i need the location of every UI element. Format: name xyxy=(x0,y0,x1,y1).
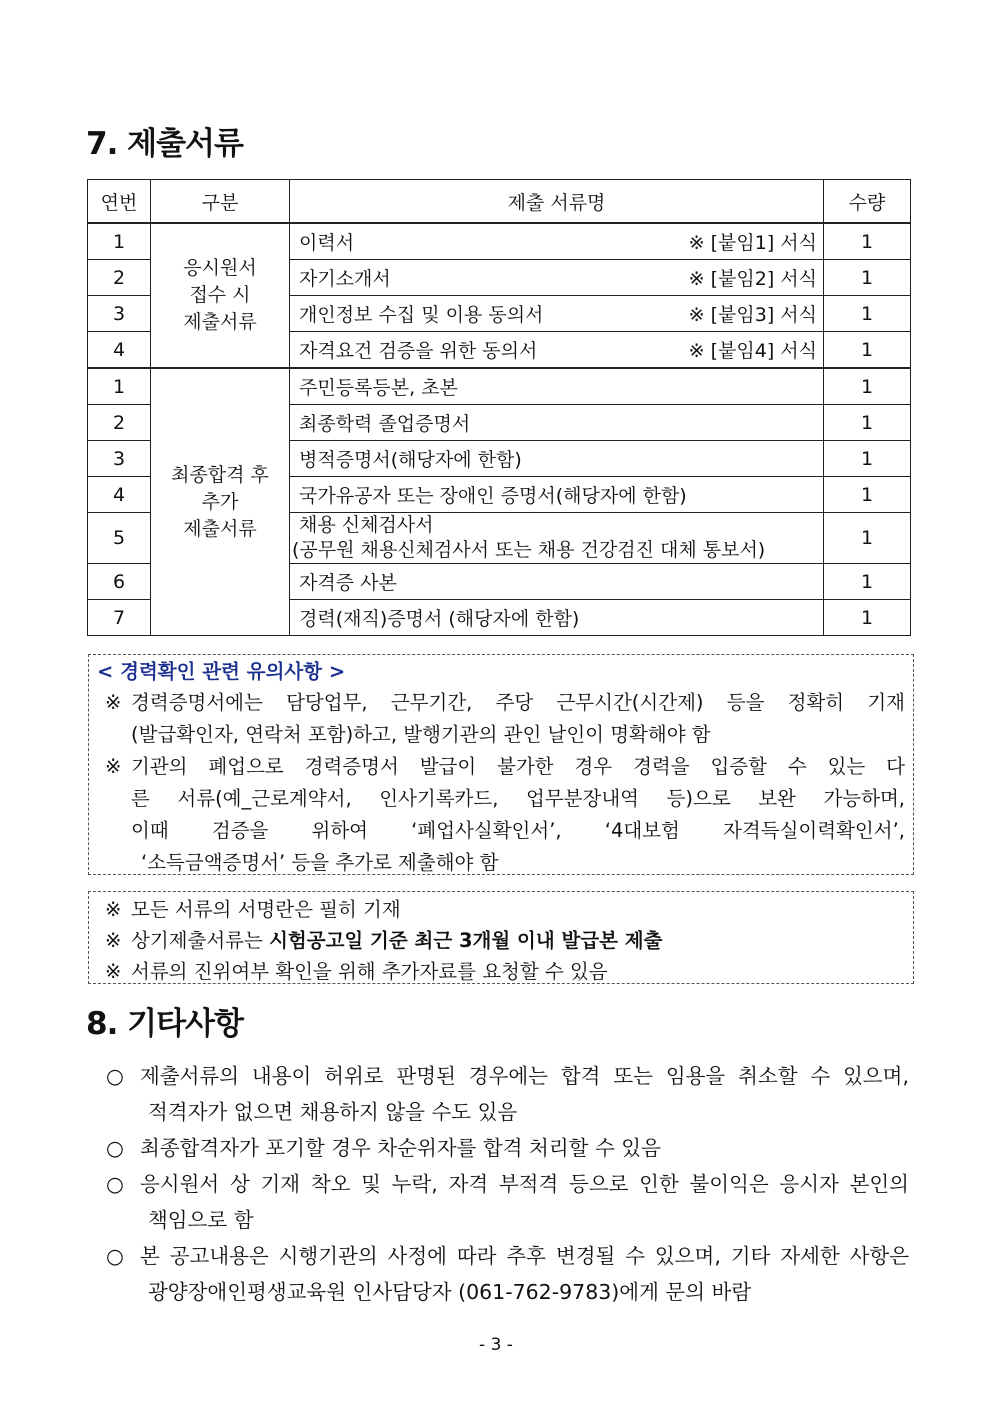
item-text: 광양장애인평생교육원 인사담당자 (061-762-9783)에게 문의 바람 xyxy=(148,1280,752,1304)
notice-line xyxy=(97,751,905,783)
doc-note: ※ [붙임3] 서식 xyxy=(688,304,817,326)
row-no: 1 xyxy=(88,223,151,260)
item-text: 제출서류의 내용이 허위로 판명된 경우에는 합격 또는 임용을 취소할 수 있으며, xyxy=(140,1064,909,1088)
doc-note: ※ [붙임2] 서식 xyxy=(688,268,817,290)
misc-items-list xyxy=(106,1058,909,1310)
doc-note: ※ [붙임1] 서식 xyxy=(688,232,817,254)
list-item xyxy=(106,1166,909,1238)
notice-line xyxy=(97,894,905,925)
row-no: 3 xyxy=(88,296,151,332)
row-qty: 1 xyxy=(824,223,911,260)
row-qty: 1 xyxy=(824,405,911,441)
doc-name-cell xyxy=(290,296,824,332)
notice-line xyxy=(97,687,905,719)
row-qty: 1 xyxy=(824,513,911,564)
header-qty: 수량 xyxy=(824,180,911,224)
page-number: - 3 - xyxy=(479,1335,513,1355)
notice-emphasis: 시험공고일 기준 최근 3개월 이내 발급본 제출 xyxy=(269,929,663,952)
doc-name-cell xyxy=(290,223,824,260)
doc-name: 채용 신체검사서 xyxy=(299,514,434,536)
row-qty: 1 xyxy=(824,477,911,513)
circle-bullet-icon: ○ xyxy=(106,1244,124,1268)
row-qty: 1 xyxy=(824,332,911,369)
reference-mark: ※ xyxy=(105,929,122,952)
documents-table xyxy=(87,179,911,636)
notice-line xyxy=(97,719,905,751)
notice-line xyxy=(97,925,905,956)
notice-text: 모든 서류의 서명란은 필히 기재 xyxy=(131,898,401,921)
notice-text: 상기제출서류는 xyxy=(131,929,270,952)
doc-name: 국가유공자 또는 장애인 증명서(해당자에 한함) xyxy=(290,477,824,513)
doc-name-cell xyxy=(290,332,824,369)
group-label-line: 접수 시 xyxy=(189,284,251,306)
doc-name: 이력서 xyxy=(299,232,355,254)
item-text: 적격자가 없으면 채용하지 않을 수도 있음 xyxy=(148,1100,518,1124)
doc-name-cell xyxy=(290,260,824,296)
header-category: 구분 xyxy=(151,180,290,224)
reference-mark: ※ xyxy=(105,755,122,778)
doc-name: 경력(재직)증명서 (해당자에 한함) xyxy=(290,600,824,636)
item-text: 본 공고내용은 시행기관의 사정에 따라 추후 변경될 수 있으며, 기타 자세한 사항은 xyxy=(140,1244,909,1268)
doc-name: 개인정보 수집 및 이용 동의서 xyxy=(299,304,544,326)
doc-name: 자격증 사본 xyxy=(290,564,824,600)
career-notice-box xyxy=(88,654,914,875)
row-no: 5 xyxy=(88,513,151,564)
row-qty: 1 xyxy=(824,600,911,636)
document-notice-box xyxy=(88,891,914,984)
row-no: 6 xyxy=(88,564,151,600)
notice-text: (발급확인자, 연락처 포함)하고, 발행기관의 관인 날인이 명확해야 함 xyxy=(131,723,711,746)
notice-text: 경력증명서에는 담당업무, 근무기간, 주당 근무시간(시간제) 등을 정확히 기재 xyxy=(131,691,905,714)
notice-line xyxy=(97,847,905,879)
row-no: 3 xyxy=(88,441,151,477)
reference-mark: ※ xyxy=(105,960,122,983)
group-label-line: 제출서류 xyxy=(183,517,257,540)
row-no: 2 xyxy=(88,260,151,296)
circle-bullet-icon: ○ xyxy=(106,1172,124,1196)
item-text: 응시원서 상 기재 착오 및 누락, 자격 부적격 등으로 인한 불이익은 응시자 본인의 xyxy=(140,1172,909,1196)
row-qty: 1 xyxy=(824,260,911,296)
group-label-line: 최종합격 후 xyxy=(171,463,269,486)
table-header-row xyxy=(88,180,911,224)
item-text: 책임으로 함 xyxy=(148,1208,254,1232)
row-qty: 1 xyxy=(824,441,911,477)
group-label-application xyxy=(151,223,290,368)
list-item xyxy=(106,1058,909,1130)
table-row xyxy=(88,223,911,260)
notice-line xyxy=(97,815,905,847)
row-no: 7 xyxy=(88,600,151,636)
notice-text: ‘소득금액증명서’ 등을 추가로 제출해야 함 xyxy=(141,851,499,874)
group-label-line: 추가 xyxy=(201,490,239,513)
row-qty: 1 xyxy=(824,368,911,405)
doc-name-detail: (공무원 채용신체검사서 또는 채용 건강검진 대체 통보서) xyxy=(292,539,766,561)
doc-name: 자기소개서 xyxy=(299,268,391,290)
header-no: 연번 xyxy=(88,180,151,224)
list-item xyxy=(106,1238,909,1310)
doc-name: 최종학력 졸업증명서 xyxy=(290,405,824,441)
reference-mark: ※ xyxy=(105,691,122,714)
group-label-line: 제출서류 xyxy=(183,311,257,333)
notice-text: 서류의 진위여부 확인을 위해 추가자료를 요청할 수 있음 xyxy=(131,960,608,983)
section-7-title: 7. 제출서류 xyxy=(86,126,243,162)
section-8-title: 8. 기타사항 xyxy=(86,1006,243,1042)
notice-text: 이때 검증을 위하여 ‘폐업사실확인서’, ‘4대보험 자격득실이력확인서’, xyxy=(131,819,905,842)
notice-text: 른 서류(예_근로계약서, 인사기록카드, 업무분장내역 등)으로 보완 가능하며, xyxy=(131,787,905,810)
notice-line xyxy=(97,783,905,815)
notice-text: 기관의 폐업으로 경력증명서 발급이 불가한 경우 경력을 입증할 수 있는 다 xyxy=(131,755,905,778)
row-no: 1 xyxy=(88,368,151,405)
doc-name: 자격요건 검증을 위한 동의서 xyxy=(299,340,538,362)
doc-name: 주민등록등본, 초본 xyxy=(290,368,824,405)
row-qty: 1 xyxy=(824,296,911,332)
header-doc-name: 제출 서류명 xyxy=(290,180,824,224)
doc-name: 병적증명서(해당자에 한함) xyxy=(290,441,824,477)
doc-note: ※ [붙임4] 서식 xyxy=(688,340,817,362)
career-notice-title: < 경력확인 관련 유의사항 > xyxy=(97,660,346,683)
group-label-line: 응시원서 xyxy=(183,257,257,279)
list-item xyxy=(106,1130,909,1166)
circle-bullet-icon: ○ xyxy=(106,1136,124,1160)
circle-bullet-icon: ○ xyxy=(106,1064,124,1088)
item-text: 최종합격자가 포기할 경우 차순위자를 합격 처리할 수 있음 xyxy=(140,1136,661,1160)
table-row xyxy=(88,368,911,405)
row-no: 2 xyxy=(88,405,151,441)
row-qty: 1 xyxy=(824,564,911,600)
doc-name-cell xyxy=(290,513,824,564)
group-label-final xyxy=(151,368,290,636)
reference-mark: ※ xyxy=(105,898,122,921)
row-no: 4 xyxy=(88,332,151,369)
notice-line xyxy=(97,956,905,987)
row-no: 4 xyxy=(88,477,151,513)
